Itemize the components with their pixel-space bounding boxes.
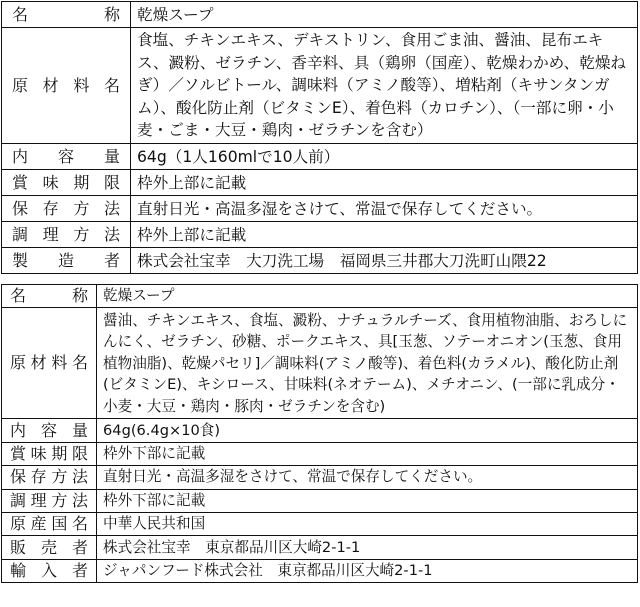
label-row-name	[2, 285, 638, 308]
food-label-table-1	[1, 1, 638, 274]
label-value: 枠外上部に記載	[131, 222, 638, 248]
label-key: 保存方法	[2, 466, 97, 489]
label-key: 内容量	[2, 144, 131, 170]
label-row-country-of-origin	[2, 512, 638, 535]
food-label-table-2	[1, 284, 638, 583]
label-value: 食塩、チキンエキス、デキストリン、食用ごま油、醤油、昆布エキス、澱粉、ゼラチン、香辛料、具（鶏卵（国産）、乾燥わかめ、乾燥ねぎ）／ソルビトール、調味料（アミノ酸等）、増粘剤（キサンタンガム）、酸化防止剤（ビタミンE）、着色料（カロチン）、（一部に卵・小麦・ごま・大豆・鶏肉・ゼラチンを含む）	[131, 28, 638, 144]
label-value: 64g(6.4g×10食)	[97, 419, 638, 442]
label-value: 乾燥スープ	[131, 2, 638, 28]
label-row-ingredients	[2, 28, 638, 144]
label-row-net-weight	[2, 144, 638, 170]
label-key: 原材料名	[2, 308, 97, 419]
label-row-name	[2, 2, 638, 28]
label-row-storage	[2, 466, 638, 489]
label-value: 株式会社宝幸 東京都品川区大崎2-1-1	[97, 536, 638, 559]
label-row-storage	[2, 196, 638, 222]
label-key: 販売者	[2, 536, 97, 559]
label-key: 調理方法	[2, 489, 97, 512]
label-value: 中華人民共和国	[97, 512, 638, 535]
label-row-cooking	[2, 489, 638, 512]
label-value: 醤油、チキンエキス、食塩、澱粉、ナチュラルチーズ、食用植物油脂、おろしにんにく、ゼラチン、砂糖、ポークエキス、具[玉葱、ソテーオニオン(玉葱、食用植物油脂)、乾燥パセリ]／調味料(アミノ酸等)、着色料(カラメル)、酸化防止剤(ビタミンE)、キシロース、甘味料(ネオテーム)、メチオニン、(一部に乳成分・小麦・大豆・鶏肉・豚肉・ゼラチンを含む)	[97, 308, 638, 419]
label-row-importer	[2, 559, 638, 582]
label-key: 名 称	[2, 2, 131, 28]
label-value: 直射日光・高温多湿をさけて、常温で保存してください。	[131, 196, 638, 222]
label-value: 乾燥スープ	[97, 285, 638, 308]
label-row-net-weight	[2, 419, 638, 442]
label-row-best-before	[2, 442, 638, 465]
label-row-ingredients	[2, 308, 638, 419]
label-value: 枠外上部に記載	[131, 170, 638, 196]
label-key: 輸入者	[2, 559, 97, 582]
label-key: 原材料名	[2, 28, 131, 144]
label-row-manufacturer	[2, 248, 638, 274]
label-key: 賞味期限	[2, 442, 97, 465]
label-row-cooking	[2, 222, 638, 248]
label-key: 保存方法	[2, 196, 131, 222]
label-key: 調理方法	[2, 222, 131, 248]
label-key: 名 称	[2, 285, 97, 308]
label-key: 原産国名	[2, 512, 97, 535]
label-key: 製造者	[2, 248, 131, 274]
label-value: 直射日光・高温多湿をさけて、常温で保存してください。	[97, 466, 638, 489]
label-value: ジャパンフード株式会社 東京都品川区大崎2-1-1	[97, 559, 638, 582]
label-value: 枠外下部に記載	[97, 489, 638, 512]
label-row-seller	[2, 536, 638, 559]
label-value: 株式会社宝幸 大刀洗工場 福岡県三井郡大刀洗町山隈22	[131, 248, 638, 274]
label-row-best-before	[2, 170, 638, 196]
label-value: 枠外下部に記載	[97, 442, 638, 465]
label-value: 64g（1人160mlで10人前）	[131, 144, 638, 170]
label-key: 内容量	[2, 419, 97, 442]
label-key: 賞味期限	[2, 170, 131, 196]
